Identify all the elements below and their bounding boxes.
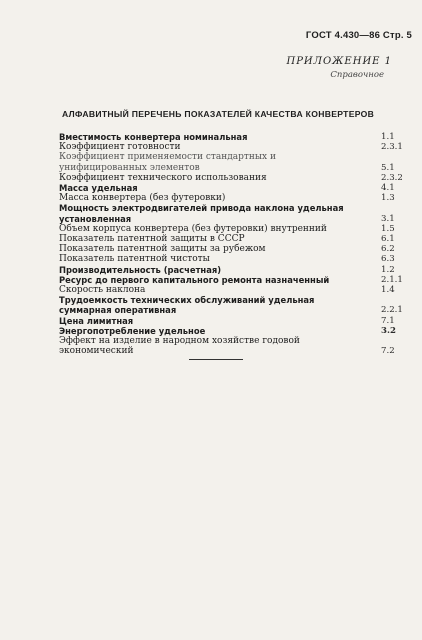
entry-name: Масса конвертера (без футеровки): [59, 193, 226, 204]
index-entry: [59, 203, 404, 223]
entry-name: Показатель патентной защиты в СССР: [59, 234, 245, 245]
index-entry: [59, 152, 404, 172]
entry-name: Эффект на изделие в народном хозяйстве годовой экономический: [59, 336, 300, 357]
index-entry: [59, 244, 404, 254]
entry-section-number: 7.2: [381, 346, 395, 357]
entry-name: Энергопотребление удельное: [59, 325, 206, 336]
entry-section-number: 2.3.2: [381, 172, 403, 183]
index-entry: [59, 234, 404, 244]
entry-name: Цена лимитная: [59, 315, 134, 326]
entry-name: Коэффициент технического использования: [59, 172, 267, 183]
index-entry: [59, 183, 404, 193]
entry-section-number: 3.2: [381, 325, 396, 336]
page-header: ГОСТ 4.430—86 Стр. 5: [305, 30, 412, 41]
entry-section-number: 2.2.1: [381, 305, 403, 316]
entry-section-number: 1.2: [381, 264, 395, 275]
entry-name: Скорость наклона: [59, 285, 146, 296]
index-entry: [59, 173, 404, 183]
entry-name: Коэффициент применяемости стандартных и унифицированных элементов: [59, 152, 276, 173]
index-entry: [59, 193, 404, 203]
entry-section-number: 3.1: [381, 213, 395, 224]
entry-name: Показатель патентной чистоты: [59, 254, 210, 265]
index-entry: [59, 336, 404, 356]
entry-section-number: 1.5: [381, 223, 395, 234]
entry-section-number: 7.1: [381, 315, 395, 326]
document-title: АЛФАВИТНЫЙ ПЕРЕЧЕНЬ ПОКАЗАТЕЛЕЙ КАЧЕСТВА КОНВЕРТЕРОВ: [62, 109, 375, 119]
index-entry: [59, 265, 404, 275]
index-list: [59, 132, 404, 356]
entry-name: Трудоемкость технических обслуживаний удельная суммарная оперативная: [59, 295, 315, 316]
entry-section-number: 6.3: [381, 254, 395, 265]
index-entry: [59, 132, 404, 142]
entry-section-number: 6.2: [381, 244, 395, 255]
entry-name: Мощность электродвигателей привода наклона удельная установленная: [59, 203, 344, 224]
entry-name: Показатель патентной защиты за рубежом: [59, 244, 266, 255]
entry-name: Производительность (расчетная): [59, 264, 222, 275]
entry-section-number: 1.4: [381, 285, 395, 296]
index-entry: [59, 316, 404, 326]
index-entry: [59, 142, 404, 152]
entry-name: Коэффициент готовности: [59, 142, 181, 153]
entry-section-number: 5.1: [381, 162, 395, 173]
end-divider: [189, 359, 243, 360]
entry-name: Вместимость конвертера номинальная: [59, 132, 248, 142]
entry-section-number: 1.3: [381, 193, 395, 204]
appendix-subtitle: Справочное: [330, 70, 384, 80]
entry-section-number: 2.1.1: [381, 274, 403, 285]
entry-section-number: 2.3.1: [381, 142, 403, 153]
entry-name: Ресурс до первого капитального ремонта назначенный: [59, 274, 330, 285]
index-entry: [59, 326, 404, 336]
index-entry: [59, 285, 404, 295]
entry-section-number: 1.1: [381, 132, 395, 142]
index-entry: [59, 275, 404, 285]
index-entry: [59, 224, 404, 234]
appendix-title: ПРИЛОЖЕНИЕ 1: [286, 56, 392, 67]
entry-section-number: 4.1: [381, 183, 395, 194]
entry-name: Объем корпуса конвертера (без футеровки) внутренний: [59, 223, 327, 234]
index-entry: [59, 254, 404, 264]
entry-name: Масса удельная: [59, 183, 138, 194]
entry-section-number: 6.1: [381, 234, 395, 245]
index-entry: [59, 295, 404, 315]
